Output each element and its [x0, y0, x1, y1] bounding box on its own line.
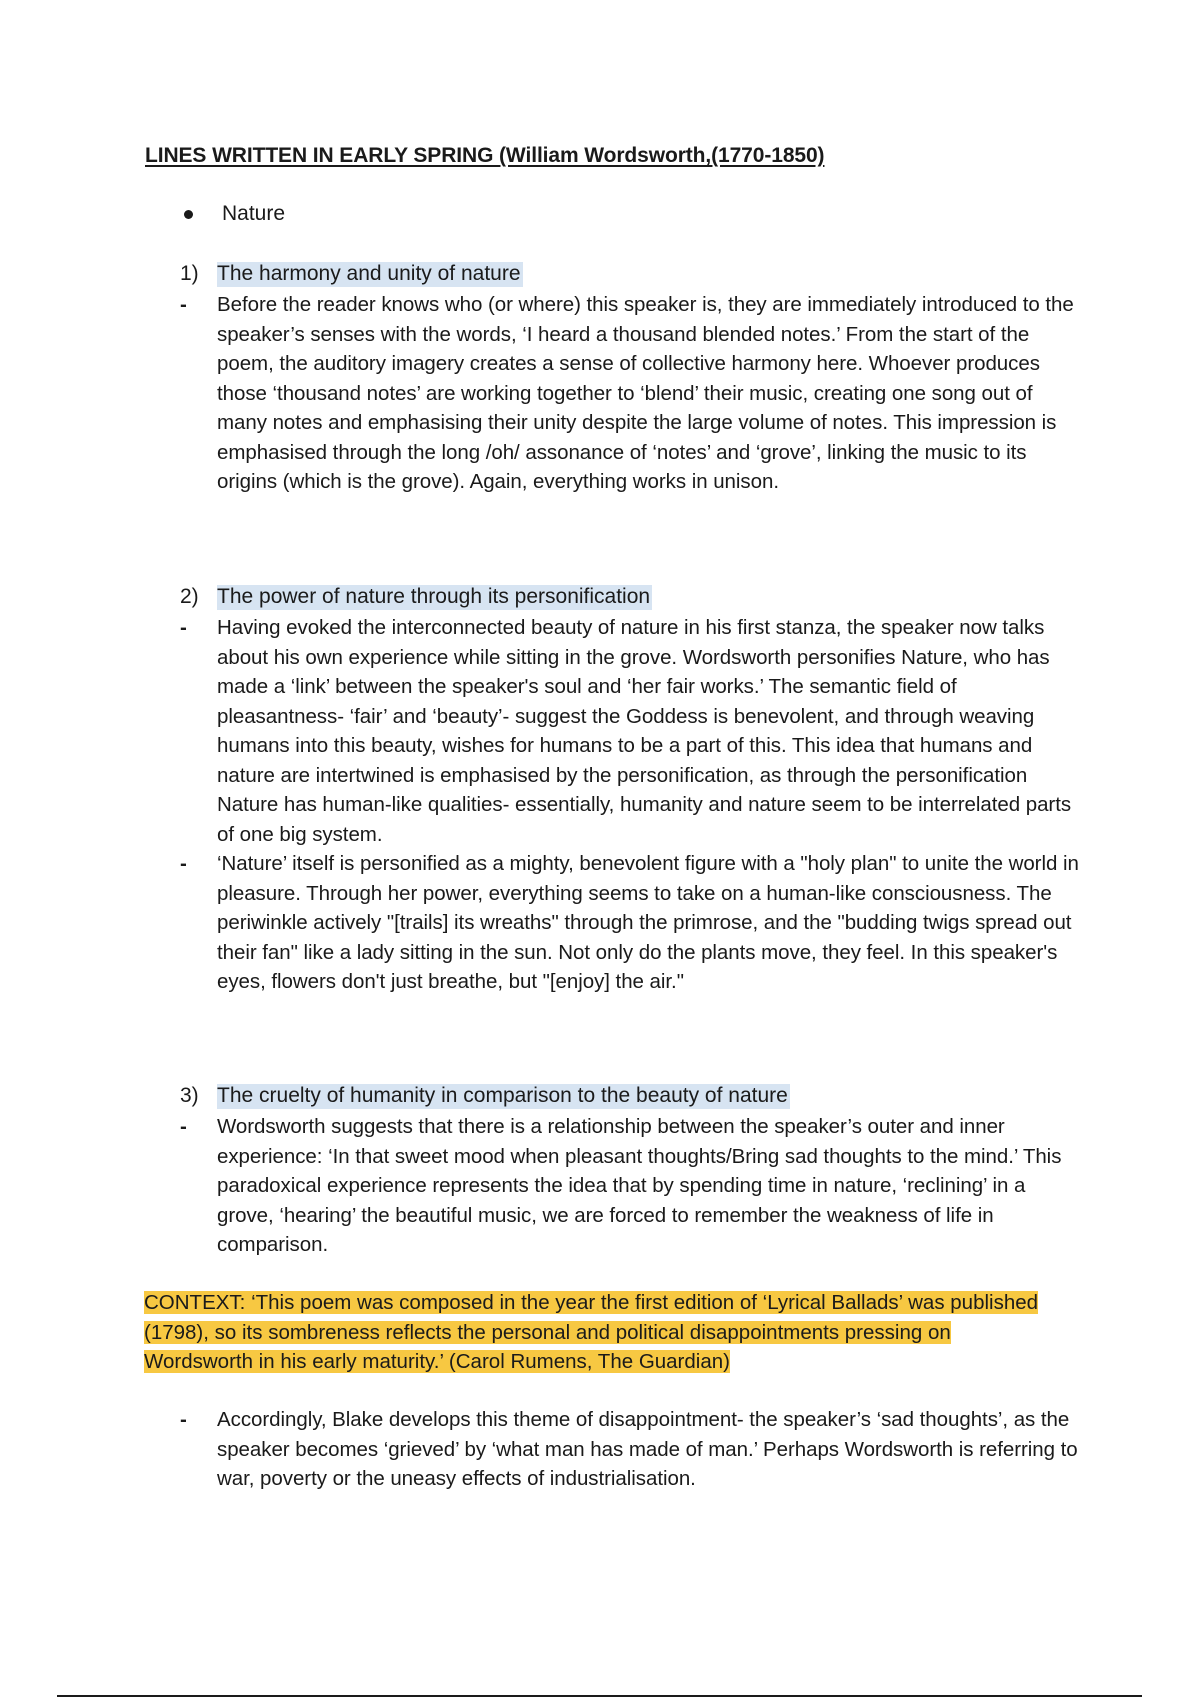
paragraph-text: ‘Nature’ itself is personified as a mighty, benevolent figure with a "holy plan" to unite the world in pleasure. Through her power, everything seems to take on a human-like consciousness. The periwinkle actively "[trails] its wreaths" through the primrose, and the "budding twigs spread out their fan" like a lady sitting in the sun. Not only do the plants move, they feel. In this speaker's eyes, flowers don't just breathe, but "[enjoy] the air." [217, 852, 1079, 993]
section-heading-2 [180, 585, 652, 610]
paragraph-text: Accordingly, Blake develops this theme of disappointment- the speaker’s ‘sad thoughts’, as the speaker becomes ‘grieved’ by ‘what man has made of man.’ Perhaps Wordsworth is referring to war, poverty or the uneasy effects of industrialisation. [217, 1408, 1078, 1490]
dash-marker: - [180, 293, 187, 316]
final-paragraph [180, 1405, 1080, 1494]
page-bottom-rule [57, 1695, 1142, 1697]
section-number: 2) [180, 585, 199, 608]
paragraph-text: Having evoked the interconnected beauty of nature in his first stanza, the speaker now talks about his own experience while sitting in the grove. Wordsworth personifies Nature, who has made a ‘link’ between the speaker's soul and ‘her fair works.’ The semantic field of pleasantness- ‘fair’ and ‘beauty’- suggest the Goddess is benevolent, and through weaving humans into this beauty, wishes for humans to be a part of this. This idea that humans and nature are intertwined is emphasised by the personification, as through the personification Nature has human-like qualities- essentially, humanity and nature seem to be interrelated parts of one big system. [217, 616, 1072, 846]
section-heading-3 [180, 1084, 790, 1109]
paragraph-text: Wordsworth suggests that there is a relationship between the speaker’s outer and inner experience: ‘In that sweet mood when pleasant thoughts/Bring sad thoughts to the mind.’ This paradoxical experience represents the idea that by spending time in nature, ‘reclining’ in a grove, ‘hearing’ the beautiful music, we are forced to remember the weakness of life in comparison. [217, 1115, 1062, 1256]
document-title: LINES WRITTEN IN EARLY SPRING (William Wordsworth,(1770-1850) [145, 144, 825, 167]
dash-marker: - [180, 852, 187, 875]
section-3-paragraph-1 [180, 1112, 1080, 1260]
section-heading-text: The power of nature through its personification [217, 585, 651, 608]
section-number: 1) [180, 262, 199, 285]
bullet-item-nature [182, 202, 285, 226]
dash-marker: - [180, 1115, 187, 1138]
bullet-dot-icon [184, 210, 193, 219]
bullet-label: Nature [222, 202, 286, 225]
section-heading-1 [180, 262, 523, 287]
dash-marker: - [180, 1408, 187, 1431]
section-2-paragraph-2 [180, 849, 1080, 997]
context-highlight-text: CONTEXT: ‘This poem was composed in the year the first edition of ‘Lyrical Ballads’ was published (1798), so its sombreness reflects the personal and political disappointments pressing on Wordsworth in his early maturity.’ (Carol Rumens, The Guardian) [144, 1291, 1039, 1373]
section-number: 3) [180, 1084, 199, 1107]
section-1-paragraph-1 [180, 290, 1080, 497]
dash-marker: - [180, 616, 187, 639]
section-2-paragraph-1 [180, 613, 1080, 849]
paragraph-text: Before the reader knows who (or where) this speaker is, they are immediately introduced to the speaker’s senses with the words, ‘I heard a thousand blended notes.’ From the start of the poem, the auditory imagery creates a sense of collective harmony here. Whoever produces those ‘thousand notes’ are working together to ‘blend’ their music, creating one song out of many notes and emphasising their unity despite the large volume of notes. This impression is emphasised through the long /oh/ assonance of ‘notes’ and ‘grove’, linking the music to its origins (which is the grove). Again, everything works in unison. [217, 293, 1074, 493]
context-note [144, 1288, 1044, 1377]
section-heading-text: The cruelty of humanity in comparison to the beauty of nature [217, 1084, 788, 1107]
section-heading-text: The harmony and unity of nature [217, 262, 521, 285]
